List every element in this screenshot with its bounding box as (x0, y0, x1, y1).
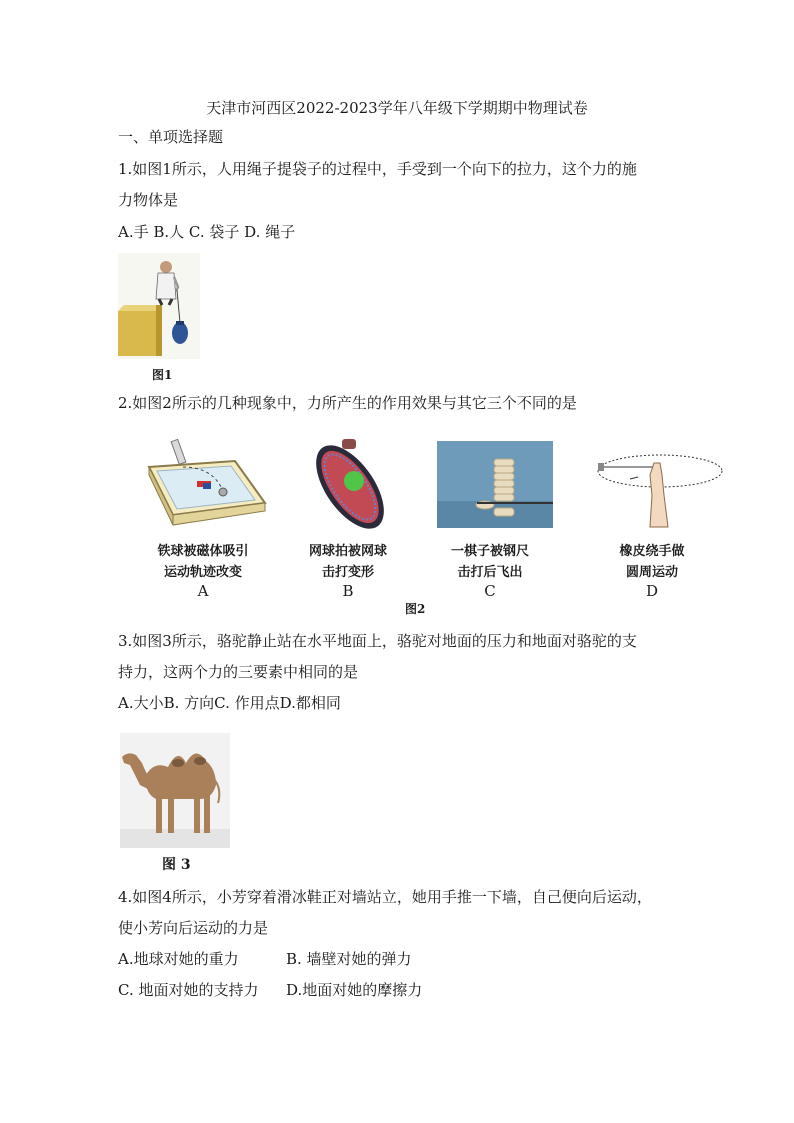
figure-3-label: 图 3 (162, 857, 191, 873)
figure-3-image (120, 733, 230, 848)
q2-stem: 2.如图2所示的几种现象中，力所产生的作用效果与其它三个不同的是 (118, 394, 577, 412)
figure-2d-caption-line2: 圆周运动 (625, 565, 678, 580)
section-heading: 一、单项选择题 (118, 128, 224, 146)
figure-2c-caption-line2: 击打后飞出 (457, 565, 523, 580)
figure-2b-caption-line2: 击打变形 (321, 565, 374, 580)
q4-option-a: A.地球对她的重力 (118, 950, 239, 968)
document-title: 天津市河西区2022-2023学年八年级下学期期中物理试卷 (206, 99, 588, 117)
q4-option-d: D.地面对她的摩擦力 (286, 981, 423, 999)
figure-1-image (118, 253, 200, 359)
q4-stem-line2: 使小芳向后运动的力是 (118, 919, 269, 937)
q3-stem-line1: 3.如图3所示，骆驼静止站在水平地面上，骆驼对地面的压力和地面对骆驼的支 (118, 632, 637, 650)
figure-2a-caption-line2: 运动轨迹改变 (163, 565, 242, 580)
figure-2b-image (302, 437, 402, 537)
figure-1-label: 图1 (152, 368, 173, 382)
figure-2a-letter: A (197, 582, 209, 600)
figure-2c-caption-line1: 一棋子被钢尺 (450, 544, 529, 559)
figure-2c-image (437, 441, 553, 528)
q4-option-b: B. 墙壁对她的弹力 (286, 950, 412, 968)
q1-stem-line2: 力物体是 (118, 191, 179, 209)
q4-option-c: C. 地面对她的支持力 (118, 981, 259, 999)
q1-options: A.手 B.人 C. 袋子 D. 绳子 (118, 223, 296, 241)
q3-options: A.大小B. 方向C. 作用点D.都相同 (118, 694, 341, 712)
figure-2a-image (143, 437, 267, 533)
figure-2d-caption-line1: 橡皮绕手做 (619, 544, 685, 559)
figure-2-label: 图2 (405, 602, 426, 616)
figure-2c-letter: C (484, 582, 496, 600)
q1-stem-line1: 1.如图1所示，人用绳子提袋子的过程中，手受到一个向下的拉力，这个力的施 (118, 160, 637, 178)
q3-stem-line2: 持力，这两个力的三要素中相同的是 (118, 663, 359, 681)
figure-2b-letter: B (342, 582, 354, 600)
q4-stem-line1: 4.如图4所示，小芳穿着滑冰鞋正对墙站立，她用手推一下墙，自己便向后运动， (118, 888, 652, 906)
figure-2b-caption-line1: 网球拍被网球 (308, 544, 387, 559)
figure-2a-caption-line1: 铁球被磁体吸引 (157, 544, 249, 559)
figure-2d-letter: D (645, 582, 659, 600)
figure-2d-image (594, 445, 724, 529)
